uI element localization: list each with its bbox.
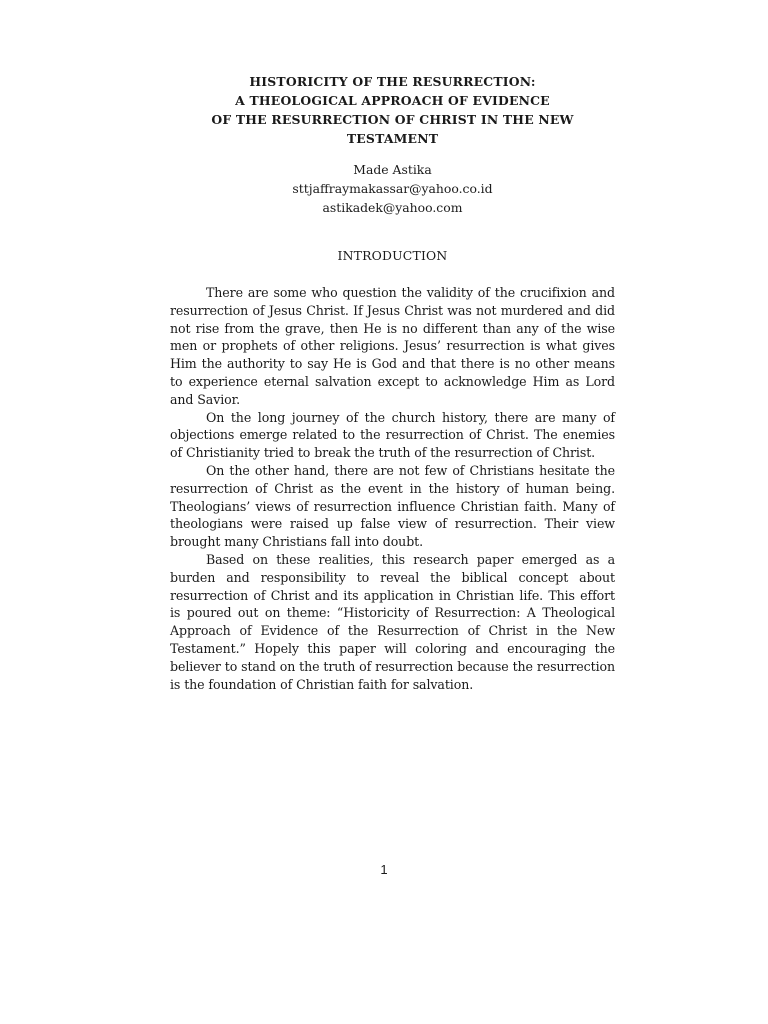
page-number: 1 [380,862,388,877]
paper-title [170,72,615,148]
title-line: HISTORICITY OF THE RESURRECTION: [249,74,536,89]
paper-page [170,72,615,693]
section-heading: INTRODUCTION [337,248,448,263]
body-text [170,284,615,693]
author-email: sttjaffraymakassar@yahoo.co.id [292,181,493,196]
paragraph: On the other hand, there are not few of Christians hesitate the resurrection of Christ as the event in the history of human being. Theologians’ views of resurrection influence Christian faith. Many of theologians were raised up false view of resurrection. Their view brought many Christians fall into doubt. [170,462,615,550]
paragraph: On the long journey of the church history, there are many of objections emerge related to the resurrection of Christ. The enemies of Christianity tried to break the truth of the resurrection of Christ. [170,409,615,461]
title-line: A THEOLOGICAL APPROACH OF EVIDENCE [235,93,550,108]
paragraph: Based on these realities, this research paper emerged as a burden and responsibility to reveal the biblical concept about resurrection of Christ and its application in Christian life. This effort is poured out on theme: “Historicity of Resurrection: A Theological Approach of Evidence of the Resurrection of Christ in the New Testament.” Hopely this paper will coloring and encouraging the believer to stand on the truth of resurrection because the resurrection is the foundation of Christian faith for salvation. [170,551,615,692]
author-block [170,160,615,217]
title-line: TESTAMENT [346,131,439,146]
author-name: Made Astika [353,162,432,177]
paragraph: There are some who question the validity of the crucifixion and resurrection of Jesus Christ. If Jesus Christ was not murdered and did not rise from the grave, then He is no different than any of the wise men or prophets of other religions. Jesus’ resurrection is what gives Him the authority to say He is God and that there is no other means to experience eternal salvation except to acknowledge Him as Lord and Savior. [170,285,615,407]
title-line: OF THE RESURRECTION OF CHRIST IN THE NEW [211,112,574,127]
author-email: astikadek@yahoo.com [322,200,463,215]
